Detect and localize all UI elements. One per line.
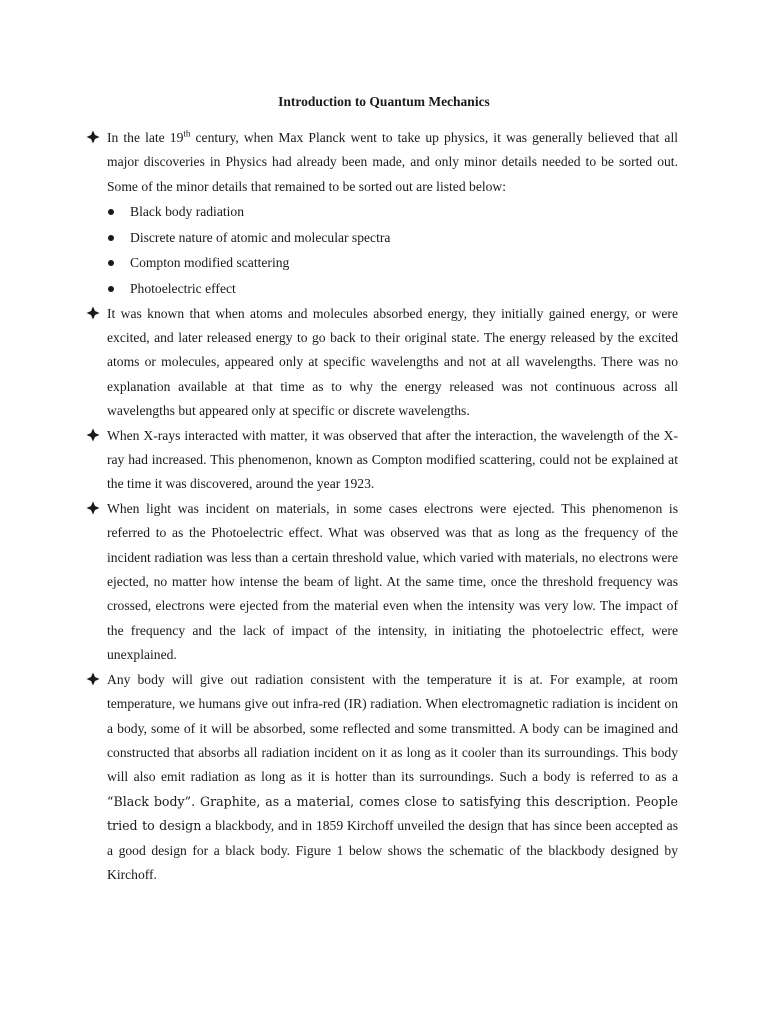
section-2	[84, 302, 678, 424]
list-item: Black body radiation	[107, 199, 678, 225]
section-5-text: Any body will give out radiation consistent with the temperature it is at. For example, at room temperature, we humans give out infra-red (IR) radiation. When electromagnetic radiation is incident on a body, some of it will be absorbed, some reflected and some transmitted. A body can be imagined and constructed that absorbs all radiation incident on it as long as it cooler than its surroundings. This body will also emit radiation as long as it is hotter than its surroundings. Such a body is referred to as a “Black body”. Graphite, as a material, comes close to satisfying this description. People tried to design a blackbody, and in 1859 Kirchoff unveiled the design that has since been accepted as a good design for a black body. Figure 1 below shows the schematic of the blackbody designed by Kirchoff.	[107, 671, 678, 882]
section-4	[84, 497, 678, 668]
list-item: Discrete nature of atomic and molecular spectra	[107, 225, 678, 251]
bullet-dot-icon	[108, 286, 114, 292]
list-item: Compton modified scattering	[107, 250, 678, 276]
section-2-text: It was known that when atoms and molecules absorbed energy, they initially gained energy, or were excited, and later released energy to go back to their original state. The energy released by the excited atoms or molecules, appeared only at specific wavelengths and not at all wavelengths. There was no explanation available at that time as to why the energy released was not continuous across all wavelengths but appeared only at specific or discrete wavelengths.	[107, 305, 678, 419]
section-4-text: When light was incident on materials, in some cases electrons were ejected. This phenomenon is referred to as the Photoelectric effect. What was observed was that as long as the frequency of the incident radiation was less than a certain threshold value, which varied with materials, no electrons were ejected, no matter how intense the beam of light. At the same time, once the threshold frequency was crossed, electrons were ejected from the material even when the intensity was very low. The impact of the frequency and the lack of impact of the intensity, in initiating the photoelectric effect, were unexplained.	[107, 500, 678, 663]
diamond-bullet-icon	[86, 672, 100, 686]
diamond-bullet-icon	[86, 306, 100, 320]
bullet-dot-icon	[108, 260, 114, 266]
bullet-dot-icon	[108, 209, 114, 215]
section-5	[84, 668, 678, 888]
diamond-bullet-icon	[86, 428, 100, 442]
document-title: Introduction to Quantum Mechanics	[278, 94, 490, 109]
minor-details-list	[107, 199, 678, 301]
section-3-text: When X-rays interacted with matter, it was observed that after the interaction, the wavelength of the X-ray had increased. This phenomenon, known as Compton modified scattering, could not be explained at the time it was discovered, around the year 1923.	[107, 427, 678, 492]
bullet-dot-icon	[108, 235, 114, 241]
superscript-th: th	[183, 128, 191, 139]
list-item: Photoelectric effect	[107, 276, 678, 302]
diamond-bullet-icon	[86, 501, 100, 515]
black-body-definition: “Black body”. Graphite, as a material, comes close to satisfying this description. People tried to design	[107, 793, 678, 834]
document-body	[84, 126, 678, 887]
section-1	[84, 126, 678, 302]
section-1-text: In the late 19th century, when Max Planck went to take up physics, it was generally believed that all major discoveries in Physics had already been made, and only minor details needed to be sorted out. Some of the minor details that remained to be sorted out are listed below:	[107, 128, 679, 194]
diamond-bullet-icon	[86, 130, 100, 144]
section-3	[84, 424, 678, 497]
